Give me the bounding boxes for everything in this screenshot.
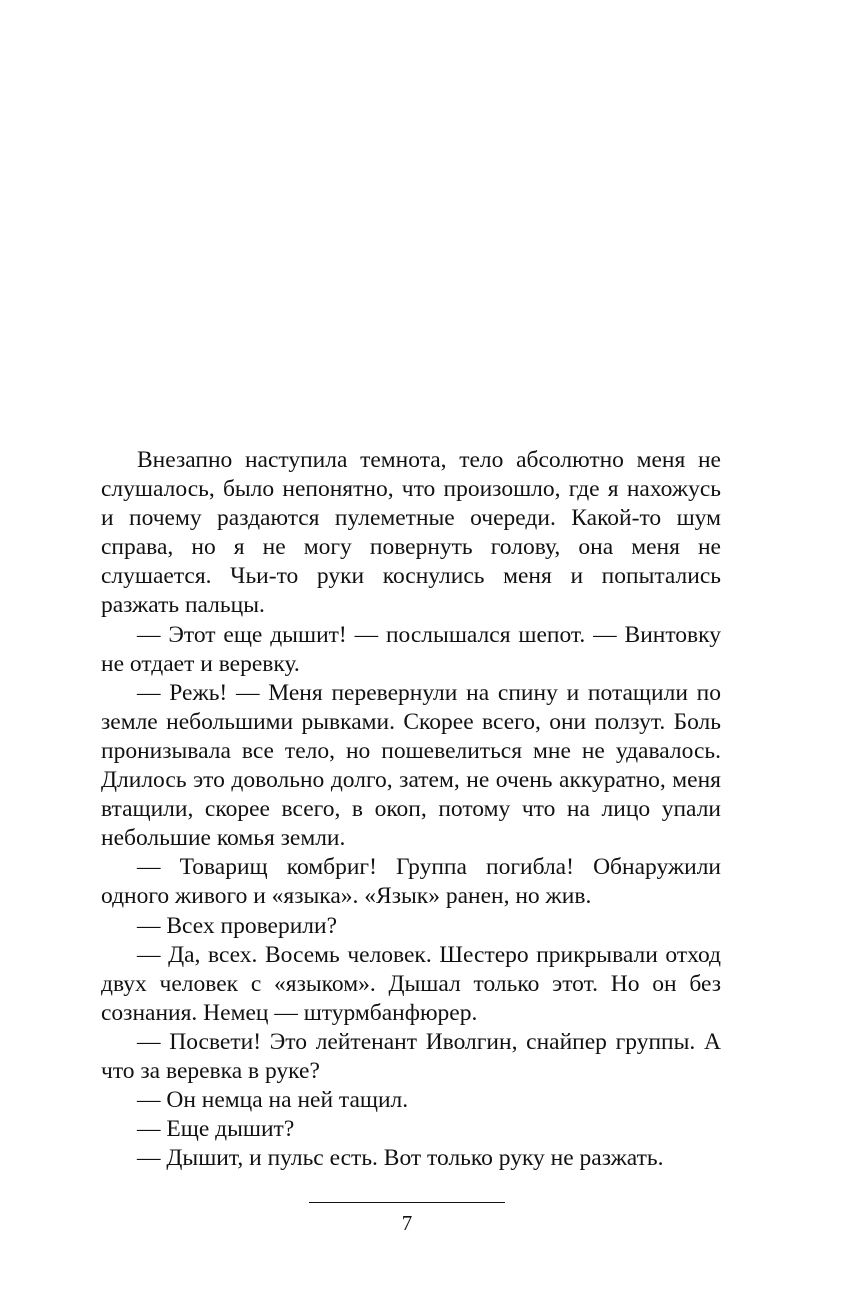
paragraph: — Режь! — Меня перевернули на спину и потащили по земле небольшими рывками. Скорее всего, они ползут. Боль пронизывала все тело, но пошевелиться мне не удавалось. Длилось это довольно долго, затем, не очень аккуратно, меня втащили, скорее всего, в окоп, потому что на лицо упали небольшие комья земли. [101,679,721,852]
paragraph: — Да, всех. Восемь человек. Шестеро прикрывали отход двух человек с «языком». Дышал только этот. Но он без сознания. Немец — штурмбанфюрер. [101,941,721,1026]
paragraph: — Еще дышит? [137,1116,295,1143]
footer-rule [309,1202,505,1203]
paragraph: — Этот еще дышит! — послышался шепот. — Винтовку не отдает и веревку. [101,621,721,677]
paragraph: — Посвети! Это лейтенант Иволгин, снайпер группы. А что за веревка в руке? [101,1028,721,1084]
paragraph: — Он немца на ней тащил. [137,1087,409,1114]
paragraph: — Товарищ комбриг! Группа погибла! Обнаружили одного живого и «языка». «Язык» ранен, но жив. [101,854,721,910]
paragraph: — Дышит, и пульс есть. Вот только руку не разжать. [137,1145,664,1172]
page-number: 7 [401,1211,413,1235]
page-text [101,446,721,1173]
paragraph: — Всех проверили? [137,912,338,939]
paragraph: Внезапно наступила темнота, тело абсолютно меня не слушалось, было непонятно, что произошло, где я нахожусь и почему раздаются пулеметные очереди. Какой-то шум справа, но я не могу повернуть голову, она меня не слушается. Чьи-то руки коснулись меня и попытались разжать пальцы. [101,447,721,619]
